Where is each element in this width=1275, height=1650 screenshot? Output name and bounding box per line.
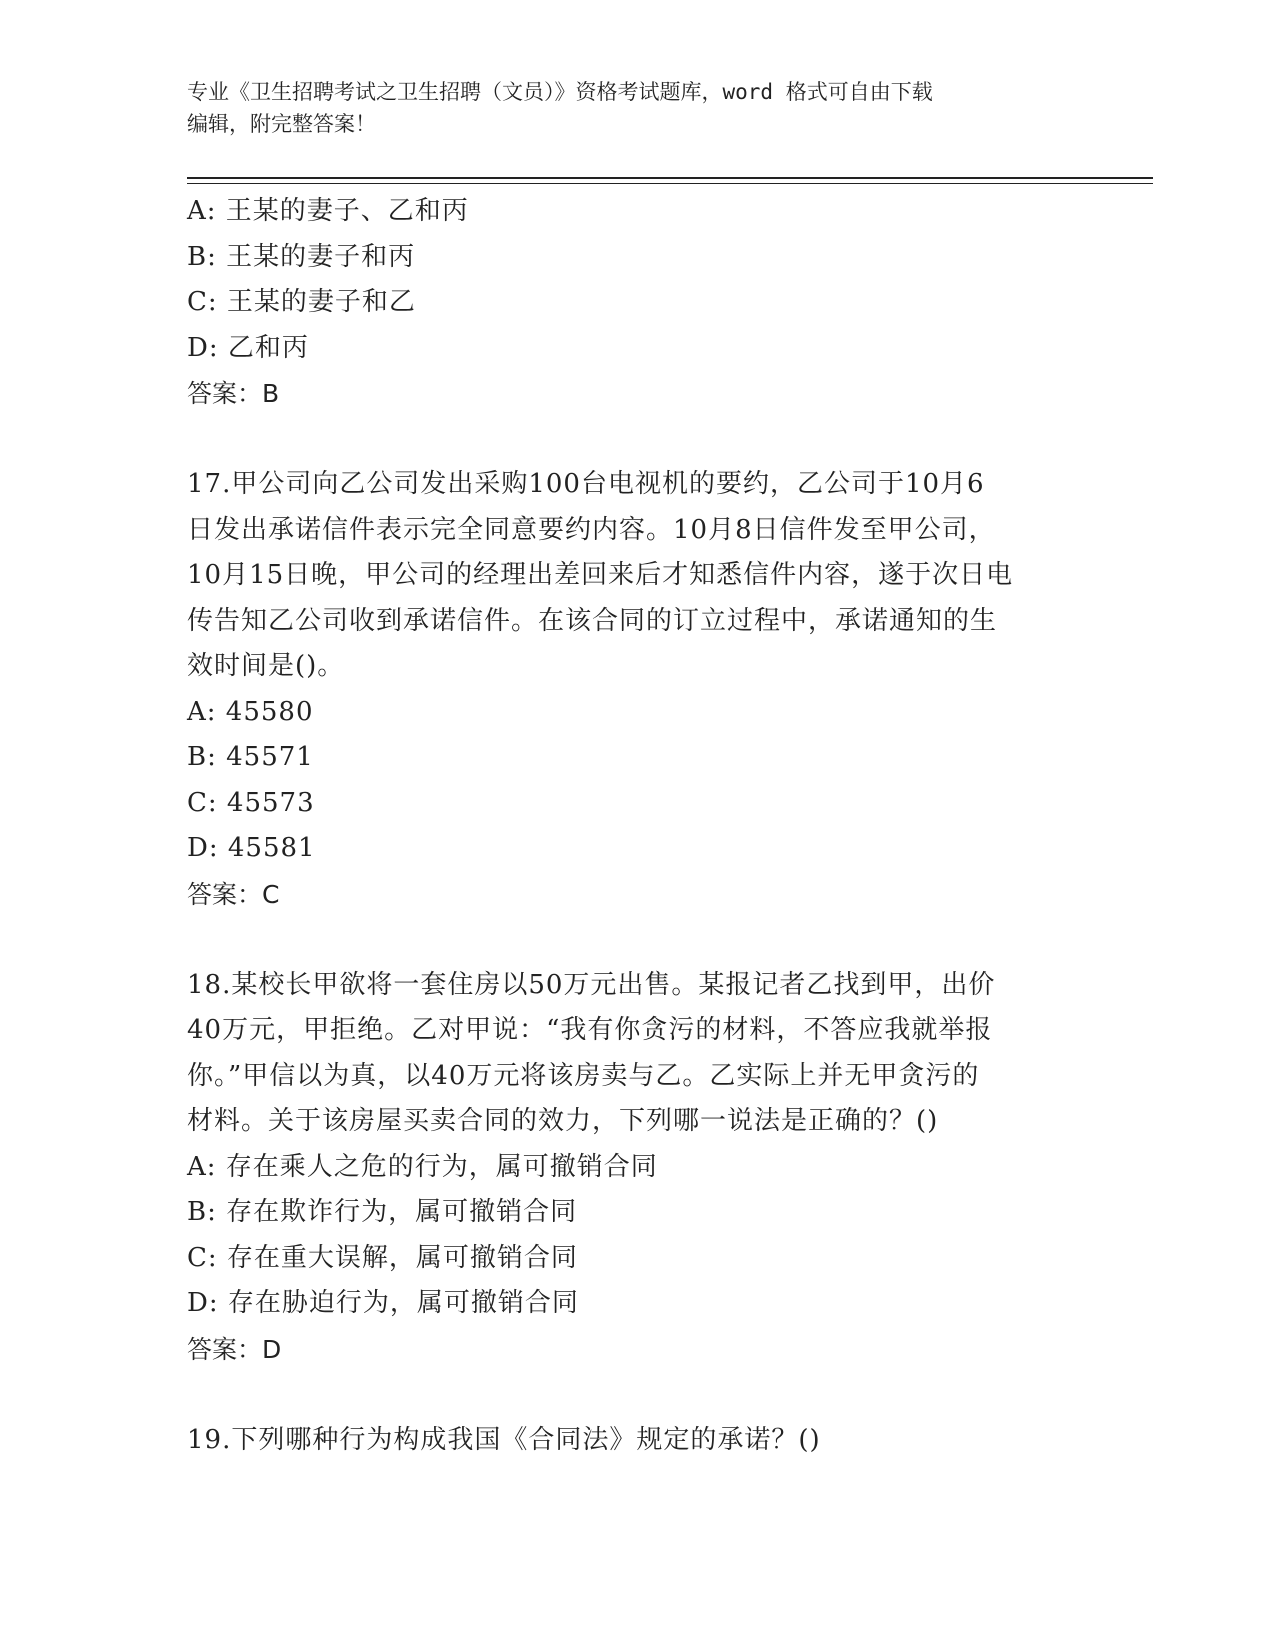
question-list bbox=[187, 189, 1087, 1463]
question-16-block bbox=[187, 189, 1087, 417]
q18-option-b: B: 存在欺诈行为，属可撤销合同 bbox=[187, 1197, 578, 1227]
q18-option-c: C: 存在重大误解，属可撤销合同 bbox=[187, 1242, 578, 1273]
header-line-2: 编辑，附完整答案！ bbox=[187, 112, 376, 136]
q19-stem-line-1: 19.下列哪种行为构成我国《合同法》规定的承诺？() bbox=[187, 1424, 821, 1455]
question-17-block bbox=[187, 462, 1087, 917]
q16-option-c: C: 王某的妻子和乙 bbox=[187, 287, 416, 317]
q18-option-d: D: 存在胁迫行为，属可撤销合同 bbox=[187, 1288, 579, 1318]
q17-option-b: B: 45571 bbox=[187, 742, 314, 772]
document-header bbox=[187, 76, 1087, 140]
question-18-block bbox=[187, 963, 1087, 1373]
q18-answer: 答案：D bbox=[187, 1334, 282, 1364]
q18-option-a: A: 存在乘人之危的行为，属可撤销合同 bbox=[187, 1151, 658, 1182]
q17-option-a: A: 45580 bbox=[187, 696, 314, 727]
header-divider-thick bbox=[187, 177, 1153, 179]
q17-option-d: D: 45581 bbox=[187, 833, 316, 863]
q17-option-c: C: 45573 bbox=[187, 787, 315, 818]
q18-stem-line-4: 材料。关于该房屋买卖合同的效力，下列哪一说法是正确的？() bbox=[187, 1106, 939, 1136]
header-divider-thin bbox=[187, 183, 1153, 184]
question-19-block bbox=[187, 1418, 1087, 1464]
q18-stem-line-2: 40万元，甲拒绝。乙对甲说：“我有你贪污的材料，不答应我就举报 bbox=[187, 1015, 993, 1045]
q16-option-b: B: 王某的妻子和丙 bbox=[187, 241, 416, 272]
q17-answer: 答案：C bbox=[187, 879, 280, 909]
q17-stem-line-1: 17.甲公司向乙公司发出采购100台电视机的要约，乙公司于10月6 bbox=[187, 469, 985, 499]
q17-stem-line-4: 传告知乙公司收到承诺信件。在该合同的订立过程中，承诺通知的生 bbox=[187, 605, 998, 636]
q16-answer: 答案：B bbox=[187, 379, 280, 408]
q16-option-d: D: 乙和丙 bbox=[187, 332, 309, 363]
q18-stem-line-3: 你。”甲信以为真，以40万元将该房卖与乙。乙实际上并无甲贪污的 bbox=[187, 1060, 980, 1091]
header-line-1: 专业《卫生招聘考试之卫生招聘（文员）》资格考试题库，word 格式可自由下载 bbox=[187, 80, 933, 104]
q17-stem-line-2: 日发出承诺信件表示完全同意要约内容。10月8日信件发至甲公司， bbox=[187, 514, 996, 545]
q17-stem-line-5: 效时间是()。 bbox=[187, 651, 345, 681]
q16-option-a: A: 王某的妻子、乙和丙 bbox=[187, 196, 469, 226]
q17-stem-line-3: 10月15日晚，甲公司的经理出差回来后才知悉信件内容，遂于次日电 bbox=[187, 560, 1014, 590]
q18-stem-line-1: 18.某校长甲欲将一套住房以50万元出售。某报记者乙找到甲，出价 bbox=[187, 969, 996, 1000]
